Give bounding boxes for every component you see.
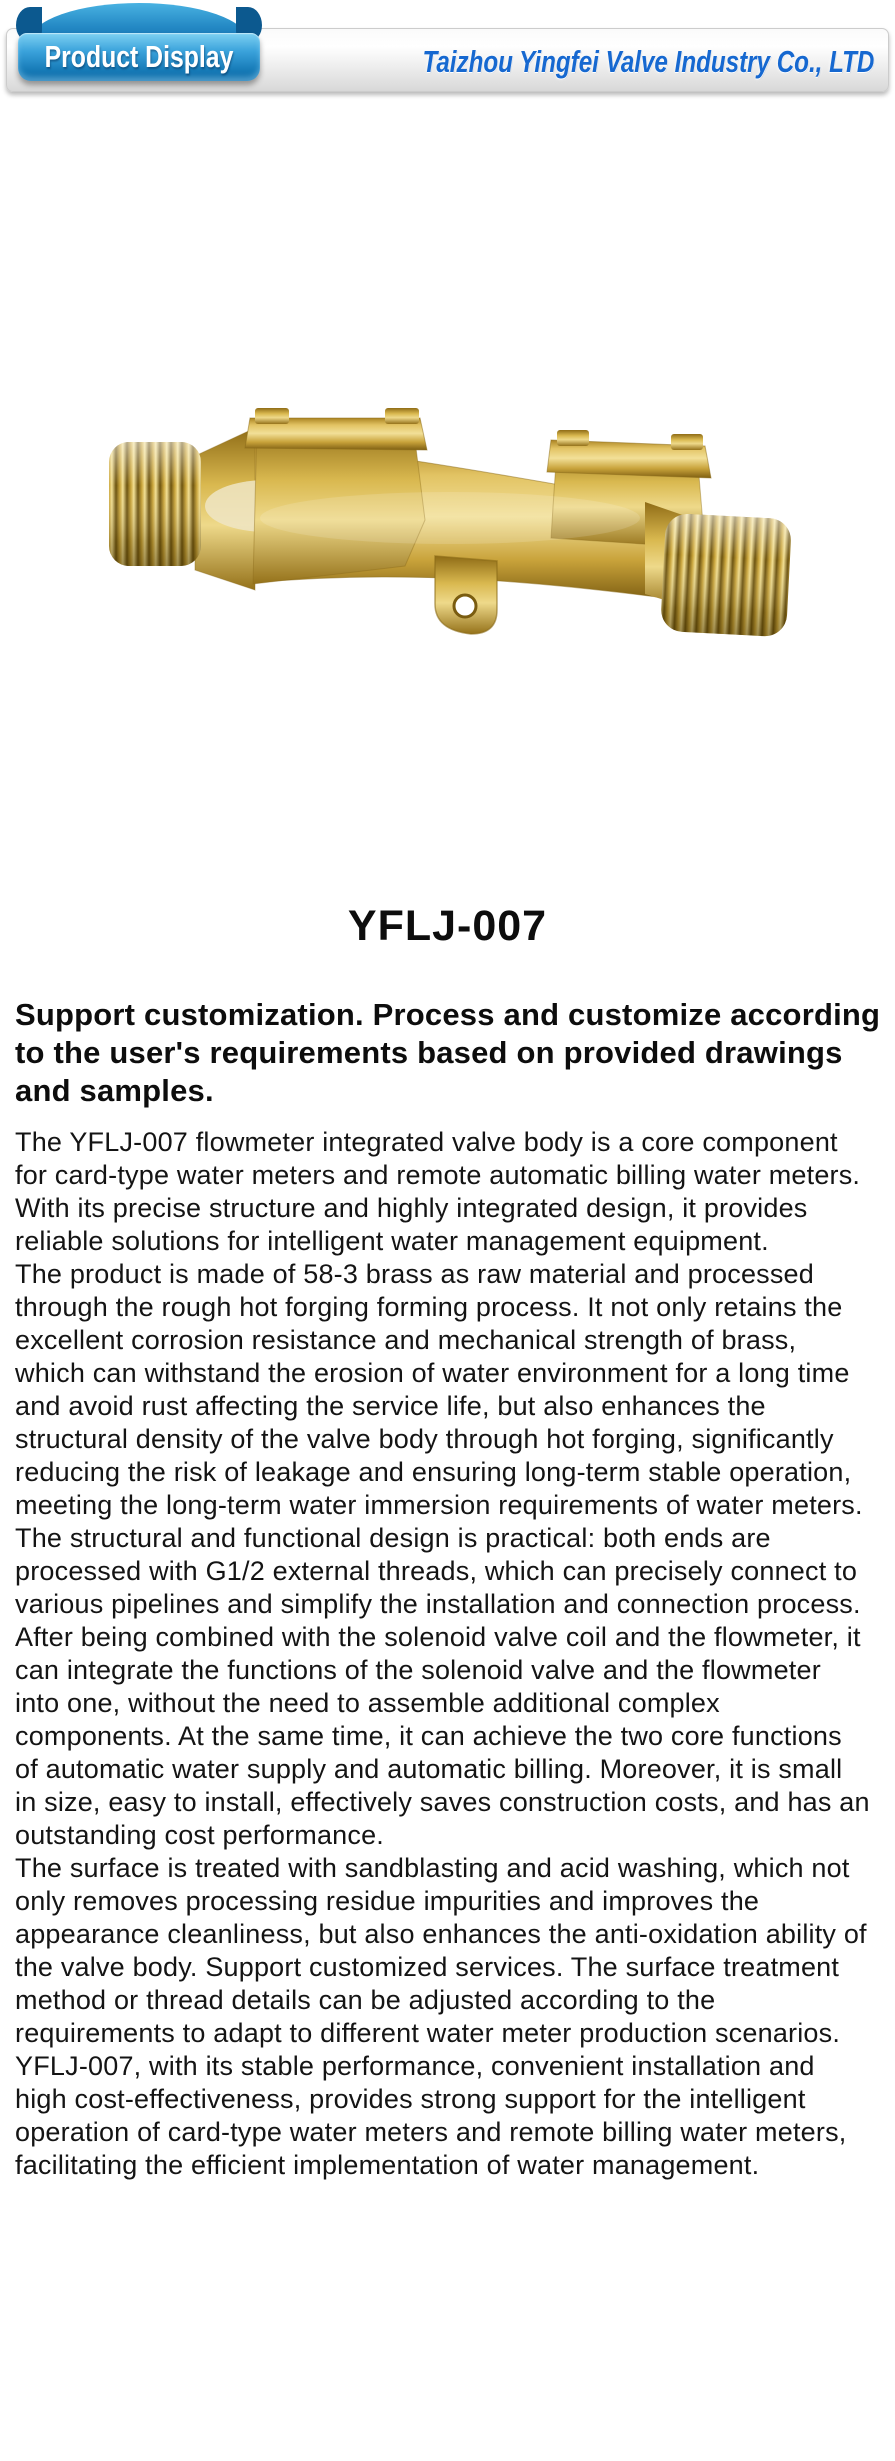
- description-paragraph-5: YFLJ-007, with its stable performance, convenient installation and high cost-effectiveness, provides strong support for the intelligent operation of card-type water meters and remote billing water meters, facilitating the efficient implementation of water management.: [15, 2051, 847, 2180]
- description-paragraph-1: The YFLJ-007 flowmeter integrated valve body is a core component for card-type water meters and remote automatic billing water meters. With its precise structure and highly integrated design, it provides reliable solutions for intelligent water management equipment.: [15, 1127, 861, 1256]
- product-description: [15, 1126, 871, 2182]
- customization-headline: Support customization. Process and customize according to the user's requirements based on provided drawings and samples.: [15, 997, 881, 1108]
- product-display-ribbon: [18, 3, 260, 91]
- description-paragraph-3: The structural and functional design is practical: both ends are processed with G1/2 external threads, which can precisely connect to various pipelines and simplify the installation and connection process. After being combined with the solenoid valve coil and the flowmeter, it can integrate the functions of the solenoid valve and the flowmeter into one, without the need to assemble additional complex components. At the same time, it can achieve the two core functions of automatic water supply and automatic billing. Moreover, it is small in size, easy to install, effectively saves construction costs, and has an outstanding cost performance.: [15, 1523, 870, 1850]
- ribbon-label: [18, 33, 260, 81]
- brass-valve-illustration: [105, 398, 795, 656]
- product-photo: [105, 398, 795, 656]
- company-name: Taizhou Yingfei Valve Industry Co., LTD: [422, 44, 874, 79]
- description-paragraph-4: The surface is treated with sandblasting and acid washing, which not only removes processing residue impurities and improves the appearance cleanliness, but also enhances the anti-oxidation ability of the valve body. Support customized services. The surface treatment method or thread details can be adjusted according to the requirements to adapt to different water meter production scenarios.: [15, 1853, 867, 2048]
- product-model-title: YFLJ-007: [347, 902, 548, 950]
- ribbon-label-text: Product Display: [44, 39, 234, 74]
- description-paragraph-2: The product is made of 58-3 brass as raw material and processed through the rough hot forging forming process. It not only retains the excellent corrosion resistance and mechanical strength of brass, which can withstand the erosion of water environment for a long time and avoid rust affecting the service life, but also enhances the structural density of the valve body through hot forging, significantly reducing the risk of leakage and ensuring long-term stable operation, meeting the long-term water immersion requirements of water meters.: [15, 1259, 863, 1520]
